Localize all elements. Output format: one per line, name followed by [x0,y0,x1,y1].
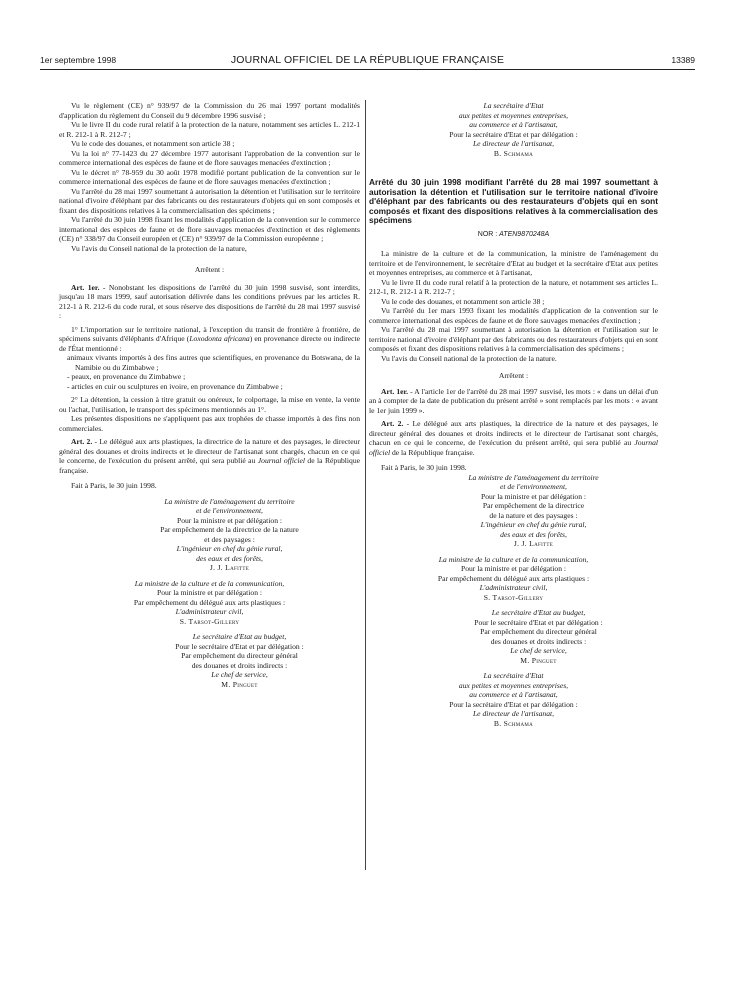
signature-block-culture [59,579,360,627]
signature-block-environment [59,497,360,573]
article-2 [59,437,360,475]
species-name: Loxodonta africana [189,334,250,343]
signature-line: La secrétaire d'Etat [483,671,544,681]
article-1-label: Art. 1er. [381,386,409,396]
signature-block-budget [369,608,658,665]
left-column [59,101,360,689]
decree-title: Arrêté du 30 juin 1998 modifiant l'arrêté du 28 mai 1997 soumettant à autorisation la détention et l'utilisation sur le territoire national d'ivoire d'éléphant par des fabricants ou des restaurateurs d'objets qui en sont composés et fixant des dispositions relatives à la commercialisation des spécimens [369,177,658,226]
signature-line: Par empêchement du délégué aux arts plastiques : [133,597,286,607]
signature-line: Par empêchement de la directrice de la nature [160,525,299,534]
article-2-text-end: de la République française. [390,447,475,457]
article-2-text: - Le délégué aux arts plastiques, la directrice de la nature et des paysages, le directeur général des douanes et droits indirects et le directeur de l'artisanat sont chargés, chacun en ce qui le concerne, de l'exécution du présent arrêté, qui sera publié au [59,437,360,465]
considerant: Vu le livre II du code rural relatif à la protection de la nature, et notamment ses articles L. 212-1, R. 212-1 à R. 212-7 ; [369,277,658,297]
signature-block-artisanat-top [369,101,658,158]
signature-block-culture [369,555,658,603]
signatory-name: M. Pinguet [221,679,258,689]
signature-line: et de l'environnement, [196,506,263,515]
arretent-label: Arrêtent : [498,371,529,381]
journal-title: JOURNAL OFFICIEL DE LA RÉPUBLIQUE FRANÇAISE [230,54,505,66]
signature-line: et des paysages : [204,534,255,544]
signature-line: Pour la secrétaire d'Etat et par délégation : [449,699,578,709]
signature-line: aux petites et moyennes entreprises, [458,680,569,690]
list-item: - peaux, en provenance du Zimbabwe ; [67,372,186,381]
signature-line: Le chef de service, [510,646,567,656]
list-item: - articles en cuir ou sculptures en ivoire, en provenance du Zimbabwe ; [67,381,283,391]
considerant: Vu l'arrêté du 1er mars 1993 fixant les modalités d'application de la convention sur le commerce international des espèces de faune et de flore sauvages menacées d'extinction ; [369,306,658,325]
signatory-name: B. Schmama [493,148,534,158]
signature-line: Pour la ministre et par délégation : [176,515,283,525]
signature-line: La ministre de la culture et de la communication, [134,578,285,588]
considerant: Vu l'arrêté du 30 juin 1998 fixant les modalités d'application de la convention sur le commerce international des espèces de faune et de flore sauvages menacées d'extinction et des règlements (CE) n° 338/97 du Conseil européen et (CE) n° 939/97 de la Commission européenne ; [59,215,360,243]
signature-line: Pour le secrétaire d'Etat et par délégation : [175,641,304,651]
signature-line: Le directeur de l'artisanat, [472,709,555,719]
article-1-text: - A l'article 1er de l'arrêté du 28 mai 1997 susvisé, les mots : « dans un délai d'un an à compter de la date de publication du présent arrêté » sont remplacés par les mots : « avant le 1er juin 1999 ». [369,386,658,415]
signature-line: La ministre de la culture et de la communication, [438,554,589,564]
journal-officiel: Journal officiel [257,456,305,465]
signature-line: La secrétaire d'Etat [483,101,544,110]
item-1 [59,325,360,354]
considerant: La ministre de la culture et de la communication, la ministre de l'aménagement du territoire et de l'environnement, le secrétaire d'Etat au budget et la secrétaire d'Etat aux petites et moyennes entreprises, au commerce et à l'artisanat, [369,249,658,278]
header-date: 1er septembre 1998 [40,55,117,65]
signatory-name: J. J. Lafitte [513,539,554,549]
right-column [369,101,658,728]
column-divider [365,100,366,870]
signature-line: Pour la secrétaire d'Etat et par délégation : [449,129,578,139]
arretent-label: Arrêtent : [194,265,225,274]
page-header [40,55,695,69]
considerant: Vu l'arrêté du 28 mai 1997 soumettant à autorisation la détention et l'utilisation sur le territoire national d'ivoire d'éléphant par des fabricants ou des restaurateurs d'objets qui en sont composés et fixant des dispositions relatives à la commercialisation des spécimens ; [59,186,360,215]
signature-line: Le secrétaire d'Etat au budget, [491,608,586,618]
article-2-label: Art. 2. [71,437,93,446]
date-line: Fait à Paris, le 30 juin 1998. [381,463,467,473]
signature-line: L'administrateur civil, [175,607,244,616]
considerant: Vu l'avis du Conseil national de la protection de la nature. [381,353,557,363]
signature-line: Le secrétaire d'Etat au budget, [192,632,287,641]
article-1 [59,283,360,321]
signature-block-environment [369,473,658,549]
signature-line: des eaux et des forêts, [500,529,567,539]
signature-line: de la nature et des paysages : [489,510,578,520]
considerant: Vu l'arrêté du 28 mai 1997 soumettant à autorisation la détention et l'utilisation sur le territoire national d'ivoire d'éléphant par des fabricants ou des restaurateurs d'objets qui en sont composés et fixant des dispositions relatives à la commercialisation des spécimens ; [369,325,658,354]
considerant: Vu la loi n° 77-1423 du 27 décembre 1977 autorisant l'approbation de la convention sur le commerce international des espèces de faune et de flore sauvages menacées d'extinction ; [59,148,360,167]
signature-line: L'ingénieur en chef du génie rural, [480,520,587,530]
signature-line: Par empêchement de la directrice [482,501,585,511]
considerant: Vu l'avis du Conseil national de la protection de la nature, [71,243,247,253]
signature-line: aux petites et moyennes entreprises, [458,110,569,120]
date-line: Fait à Paris, le 30 juin 1998. [71,481,157,490]
article-1-text: - Nonobstant les dispositions de l'arrêté du 30 juin 1998 susvisé, sont interdits, jusqu'au 18 mars 1999, sauf autorisation délivrée dans les conditions prévues par les articles R. 212-1 à R. 212-6 du code rural, et sous réserve des dispositions de l'arrêté du 28 mai 1997 susvisé : [59,282,361,320]
signature-line: au commerce et à l'artisanat, [469,690,558,700]
journal-officiel: Journal officiel [369,438,658,457]
item-3: Les présentes dispositions ne s'appliquent pas aux trophées de chasse importés à des fins non commerciales. [59,414,360,433]
article-2 [369,419,658,457]
specimen-list [59,353,360,391]
signature-line: L'administrateur civil, [479,583,548,593]
signatory-name: B. Schmama [493,718,534,728]
signatory-name: S. Tarsot-Gillery [179,616,240,626]
considerant: Vu le livre II du code rural relatif à la protection de la nature, notamment ses articles L. 212-1 et R. 212-1 à R. 212-7 ; [59,120,360,139]
item-1-text-a: 1° L'importation sur le territoire national, à l'exception du transit de frontière à frontière, de spécimens suivants d'éléphants d'Afrique ( [59,324,360,343]
signature-block-budget [59,632,360,689]
signature-line: La ministre de l'aménagement du territoire [468,472,599,482]
nor-reference [369,230,658,240]
list-item: animaux vivants importés à des fins autres que scientifiques, en provenance du Botswana, de la Namibie ou du Zimbabwe ; [67,353,360,372]
signature-line: des eaux et des forêts, [196,553,263,563]
considerant: Vu le décret n° 78-959 du 30 août 1978 modifié portant publication de la convention sur le commerce international des espèces de faune et de flore sauvages menacées d'extinction ; [59,167,360,186]
signature-line: Pour le secrétaire d'Etat et par délégation : [474,617,603,627]
signature-line: Par empêchement du délégué aux arts plastiques : [437,573,590,583]
header-rule [40,69,695,70]
nor-label: NOR : [477,230,500,238]
article-2-text-end: de la République française. [59,456,360,475]
article-2-label: Art. 2. [381,419,404,429]
signature-line: Par empêchement du directeur général [480,627,597,637]
nor-code: ATEN9870248A [499,230,550,238]
signature-line: Par empêchement du directeur général [181,651,298,660]
signature-line: L'ingénieur en chef du génie rural, [176,544,283,553]
signature-line: et de l'environnement, [500,482,567,492]
considerant: Vu le règlement (CE) n° 939/97 de la Commission du 26 mai 1997 portant modalités d'application du règlement du Conseil du 9 décembre 1996 susvisé ; [59,101,360,120]
signature-line: Le directeur de l'artisanat, [472,139,555,148]
item-1-text-b: ) en provenance directe ou indirecte de l'État mentionné : [59,334,360,353]
signature-line: Pour la ministre et par délégation : [480,491,587,501]
considerant: Vu le code des douanes, et notamment son article 38 ; [71,139,235,148]
signature-line: des douanes et droits indirects : [191,660,288,670]
page-number: 13389 [671,55,695,65]
signature-line: Pour la ministre et par délégation : [156,588,263,597]
considerant: Vu le code des douanes, et notamment son article 38 ; [381,296,545,306]
article-2-text: - Le délégué aux arts plastiques, la directrice de la nature et des paysages, le directeur général des douanes et droits indirects et le directeur de l'artisanat sont chargés, chacun en ce qui le concerne, de l'exécution du présent arrêté, qui sera publié au [369,419,658,448]
signature-block-artisanat [369,671,658,728]
signatory-name: S. Tarsot-Gillery [483,592,544,602]
signature-line: Le chef de service, [211,670,268,679]
item-2: 2° La détention, la cession à titre gratuit ou onéreux, le colportage, la mise en vente, la vente ou l'achat, l'utilisation, le transport des spécimens mentionnés au 1°. [59,395,360,414]
signatory-name: J. J. Lafitte [209,563,250,572]
signature-line: La ministre de l'aménagement du territoire [164,496,295,506]
signatory-name: M. Pinguet [520,655,557,665]
signature-line: des douanes et droits indirects : [490,636,587,646]
article-1 [369,387,658,416]
article-1-label: Art. 1er. [71,282,100,292]
signature-line: au commerce et à l'artisanat, [469,120,558,129]
signature-line: Pour la ministre et par délégation : [460,564,567,574]
